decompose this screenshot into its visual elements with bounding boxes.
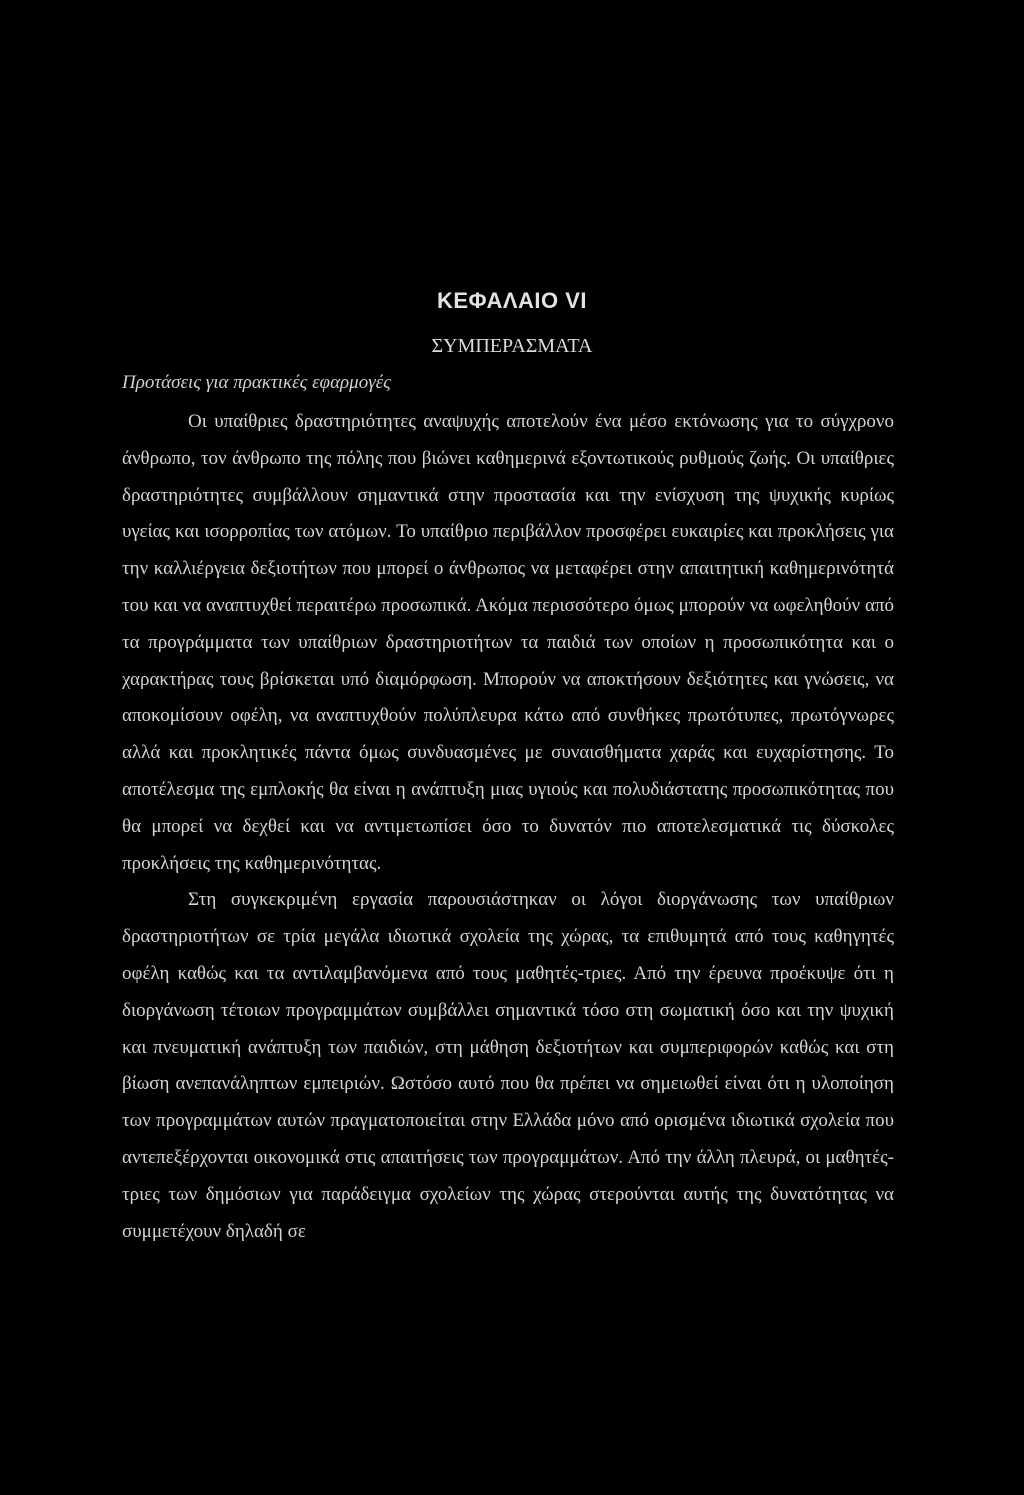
section-heading: Προτάσεις για πρακτικές εφαρμογές xyxy=(122,372,391,393)
chapter-title: ΚΕΦΑΛΑΙΟ VI xyxy=(436,288,588,313)
body-text xyxy=(122,404,894,1250)
paragraph: Οι υπαίθριες δραστηριότητες αναψυχής αποτελούν ένα μέσο εκτόνωσης για το σύγχρονο άνθρωπο, τον άνθρωπο της πόλης που βιώνει καθημερινά εξοντωτικούς ρυθμούς ζωής. Οι υπαίθριες δραστηριότητες συμβάλλουν σημαντικά στην προστασία και την ενίσχυση της ψυχικής κυρίως υγείας και ισορροπίας των ατόμων. Το υπαίθριο περιβάλλον προσφέρει ευκαιρίες και προκλήσεις για την καλλιέργεια δεξιοτήτων που μπορεί ο άνθρωπος να μεταφέρει στην απαιτητική καθημερινότητά του και να αναπτυχθεί περαιτέρω προσωπικά. Ακόμα περισσότερο όμως μπορούν να ωφεληθούν από τα προγράμματα των υπαίθριων δραστηριοτήτων τα παιδιά των οποίων η προσωπικότητα και ο χαρακτήρας τους βρίσκεται υπό διαμόρφωση. Μπορούν να αποκτήσουν δεξιότητες και γνώσεις, να αποκομίσουν οφέλη, να αναπτυχθούν πολύπλευρα κάτω από συνθήκες πρωτότυπες, πρωτόγνωρες αλλά και προκλητικές πάντα όμως συνδυασμένες με συναισθήματα χαράς και ευχαρίστησης. Το αποτέλεσμα της εμπλοκής θα είναι η ανάπτυξη μιας υγιούς και πολυδιάστατης προσωπικότητας που θα μπορεί να δεχθεί και να αντιμετωπίσει όσο το δυνατόν πιο αποτελεσματικά τις δύσκολες προκλήσεις της καθημερινότητας. xyxy=(122,411,894,874)
paragraph: Στη συγκεκριμένη εργασία παρουσιάστηκαν οι λόγοι διοργάνωσης των υπαίθριων δραστηριοτήτων σε τρία μεγάλα ιδιωτικά σχολεία της χώρας, τα επιθυμητά από τους καθηγητές οφέλη καθώς και τα αντιλαμβανόμενα από τους μαθητές-τριες. Από την έρευνα προέκυψε ότι η διοργάνωση τέτοιων προγραμμάτων συμβάλλει σημαντικά τόσο στη σωματική όσο και την ψυχική και πνευματική ανάπτυξη των παιδιών, στη μάθηση δεξιοτήτων και συμπεριφορών καθώς και στη βίωση ανεπανάληπτων εμπειριών. Ωστόσο αυτό που θα πρέπει να σημειωθεί είναι ότι η υλοποίηση των προγραμμάτων αυτών πραγματοποιείται στην Ελλάδα μόνο από ορισμένα ιδιωτικά σχολεία που αντεπεξέρχονται οικονομικά στις απαιτήσεις των προγραμμάτων. Από την άλλη πλευρά, οι μαθητές-τριες των δημόσιων για παράδειγμα σχολείων της χώρας στερούνται αυτής της δυνατότητας να συμμετέχουν δηλαδή σε xyxy=(122,889,894,1242)
chapter-subtitle: ΣΥΜΠΕΡΑΣΜΑΤΑ xyxy=(431,335,593,357)
